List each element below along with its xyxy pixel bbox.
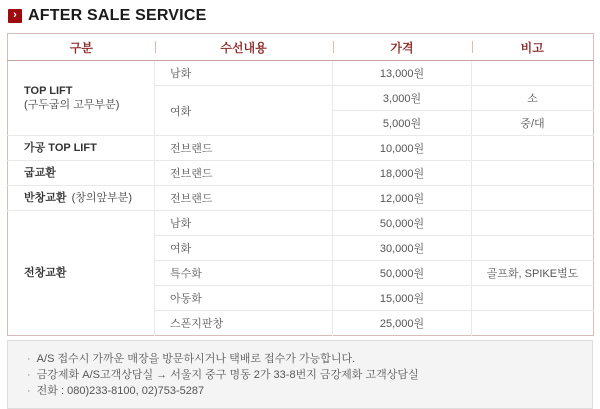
item-cell: 여화 (155, 86, 333, 136)
price-cell: 50,000원 (333, 261, 472, 286)
price-cell: 13,000원 (333, 61, 472, 86)
col-header-repair: 수선내용 (155, 34, 333, 61)
category-cell: 전창교환 (8, 211, 155, 336)
note-cell (472, 311, 594, 336)
price-table (7, 33, 594, 336)
category-cell: 가공 TOP LIFT (8, 136, 155, 161)
note-cell (472, 136, 594, 161)
table-header (8, 34, 594, 61)
item-cell: 여화 (155, 236, 333, 261)
col-header-category: 구분 (8, 34, 155, 61)
item-cell: 전브랜드 (155, 186, 333, 211)
note-cell (472, 186, 594, 211)
price-cell: 18,000원 (333, 161, 472, 186)
category-name: 반창교환 (24, 192, 67, 204)
item-cell: 남화 (155, 61, 333, 86)
category-sub: (구두굽의 고무부분) (24, 99, 120, 111)
note-text: 금강제화 A/S고객상담실 → 서울지 중구 명동 2가 33-8번지 금강제화 고객상담실 (36, 369, 419, 381)
item-cell: 남화 (155, 211, 333, 236)
item-cell: 특수화 (155, 261, 333, 286)
chevron-right-icon: › (8, 9, 22, 23)
category-cell (8, 186, 155, 211)
item-cell: 스폰지판창 (155, 311, 333, 336)
note-cell (472, 61, 594, 86)
category-cell: 굽교환 (8, 161, 155, 186)
note-line (27, 383, 582, 399)
table-header-row (8, 34, 594, 61)
note-text: A/S 접수시 가까운 매장을 방문하시거나 택배로 접수가 가능합니다. (36, 353, 356, 365)
price-cell: 30,000원 (333, 236, 472, 261)
item-cell: 전브랜드 (155, 161, 333, 186)
note-line (27, 367, 582, 383)
bullet-icon: · (27, 369, 31, 381)
table-row (8, 161, 594, 186)
price-cell: 5,000원 (333, 111, 472, 136)
category-sub: (창의앞부분) (71, 192, 133, 204)
note-cell (472, 236, 594, 261)
item-cell: 전브랜드 (155, 136, 333, 161)
category-name: TOP LIFT (24, 85, 73, 97)
notes-panel (7, 340, 593, 409)
note-line (27, 351, 582, 367)
col-header-price: 가격 (333, 34, 472, 61)
price-cell: 15,000원 (333, 286, 472, 311)
table-row (8, 186, 594, 211)
page-title: AFTER SALE SERVICE (28, 7, 207, 24)
table-row (8, 136, 594, 161)
price-cell: 10,000원 (333, 136, 472, 161)
note-cell: 소 (472, 86, 594, 111)
price-cell: 25,000원 (333, 311, 472, 336)
note-cell (472, 161, 594, 186)
price-cell: 12,000원 (333, 186, 472, 211)
note-cell (472, 286, 594, 311)
note-cell: 중/대 (472, 111, 594, 136)
table-row (8, 211, 594, 236)
col-header-note: 비고 (472, 34, 594, 61)
title-bar (7, 5, 593, 33)
note-cell: 골프화, SPIKE별도 (472, 261, 594, 286)
table-body (8, 61, 594, 336)
note-cell (472, 211, 594, 236)
table-row (8, 61, 594, 86)
bullet-icon: · (27, 353, 31, 365)
price-cell: 3,000원 (333, 86, 472, 111)
category-cell (8, 61, 155, 136)
bullet-icon: · (27, 385, 31, 397)
price-cell: 50,000원 (333, 211, 472, 236)
item-cell: 아동화 (155, 286, 333, 311)
note-text: 전화 : 080)233-8100, 02)753-5287 (36, 385, 205, 397)
